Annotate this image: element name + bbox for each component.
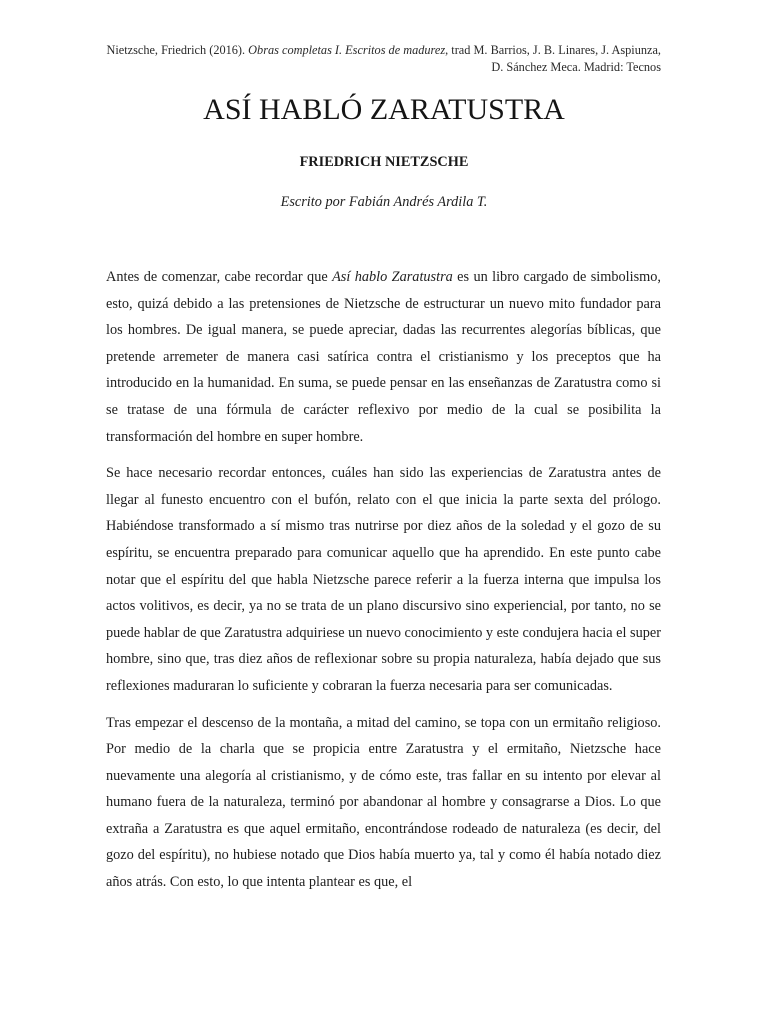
document-title: ASÍ HABLÓ ZARATUSTRA <box>203 93 565 126</box>
citation-details: , trad M. Barrios, J. B. Linares, J. Aspiunza, D. Sánchez Meca. Madrid: Tecnos <box>445 43 661 74</box>
citation-header <box>101 42 661 76</box>
body-text <box>106 264 661 906</box>
book-title-italic: Así hablo Zaratustra <box>332 269 453 285</box>
citation-book-title: Obras completas I. Escritos de madurez <box>248 43 446 57</box>
written-by-line: Escrito por Fabián Andrés Ardila T. <box>280 194 488 210</box>
paragraph-2: Se hace necesario recordar entonces, cuáles han sido las experiencias de Zaratustra antes de llegar al funesto encuentro con el bufón, relato con el que inicia la parte sexta del prólogo. Habiéndose transformado a sí mismo tras nutrirse por diez años de la soledad y el gozo de su espíritu, se encuentra preparado para comunicar aquello que ha aprendido. En este punto cabe notar que el espíritu del que habla Nietzsche parece referir a la fuerza interna que impulsa los actos volitivos, es decir, ya no se trata de un plano discursivo sino experiencial, por tanto, no se puede hablar de que Zaratustra adquiriese un nuevo conocimiento y este condujera hacia el super hombre, sino que, tras diez años de reflexionar sobre su propia naturaleza, había dejado que sus reflexiones maduraran lo suficiente y cobraran la fuerza necesaria para ser comunicadas. <box>106 465 661 694</box>
paragraph-3: Tras empezar el descenso de la montaña, a mitad del camino, se topa con un ermitaño religioso. Por medio de la charla que se propicia entre Zaratustra y el ermitaño, Nietzsche hace nuevamente una alegoría al cristianismo, y de cómo este, tras fallar en su intento por elevar al humano fuera de la naturaleza, terminó por abandonar al hombre y consagrarse a Dios. Lo que extraña a Zaratustra es que aquel ermitaño, encontrándose rodeado de naturaleza (es decir, del gozo del espíritu), no hubiese notado que Dios había muerto ya, tal y como él había notado diez años atrás. Con esto, lo que intenta plantear es que, el <box>106 714 661 891</box>
author-name: FRIEDRICH NIETZSCHE <box>299 154 469 170</box>
paragraph-text: es un libro cargado de simbolismo, esto, quizá debido a las pretensiones de Nietzsche de estructurar un nuevo mito fundador para los hombres. De igual manera, se puede apreciar, dadas las recurrentes alegorías bíblicas, que pretende arremeter de manera casi satírica contra el cristianismo y los preceptos que ha introducido en la humanidad. En suma, se puede pensar en las enseñanzas de Zaratustra como si se tratase de una fórmula de carácter reflexivo por medio de la cual se posibilita la transformación del hombre en super hombre. <box>106 269 661 445</box>
citation-text: Nietzsche, Friedrich (2016). <box>106 43 249 57</box>
paragraph-text: Antes de comenzar, cabe recordar que <box>106 269 333 285</box>
paragraph-1 <box>106 264 661 450</box>
